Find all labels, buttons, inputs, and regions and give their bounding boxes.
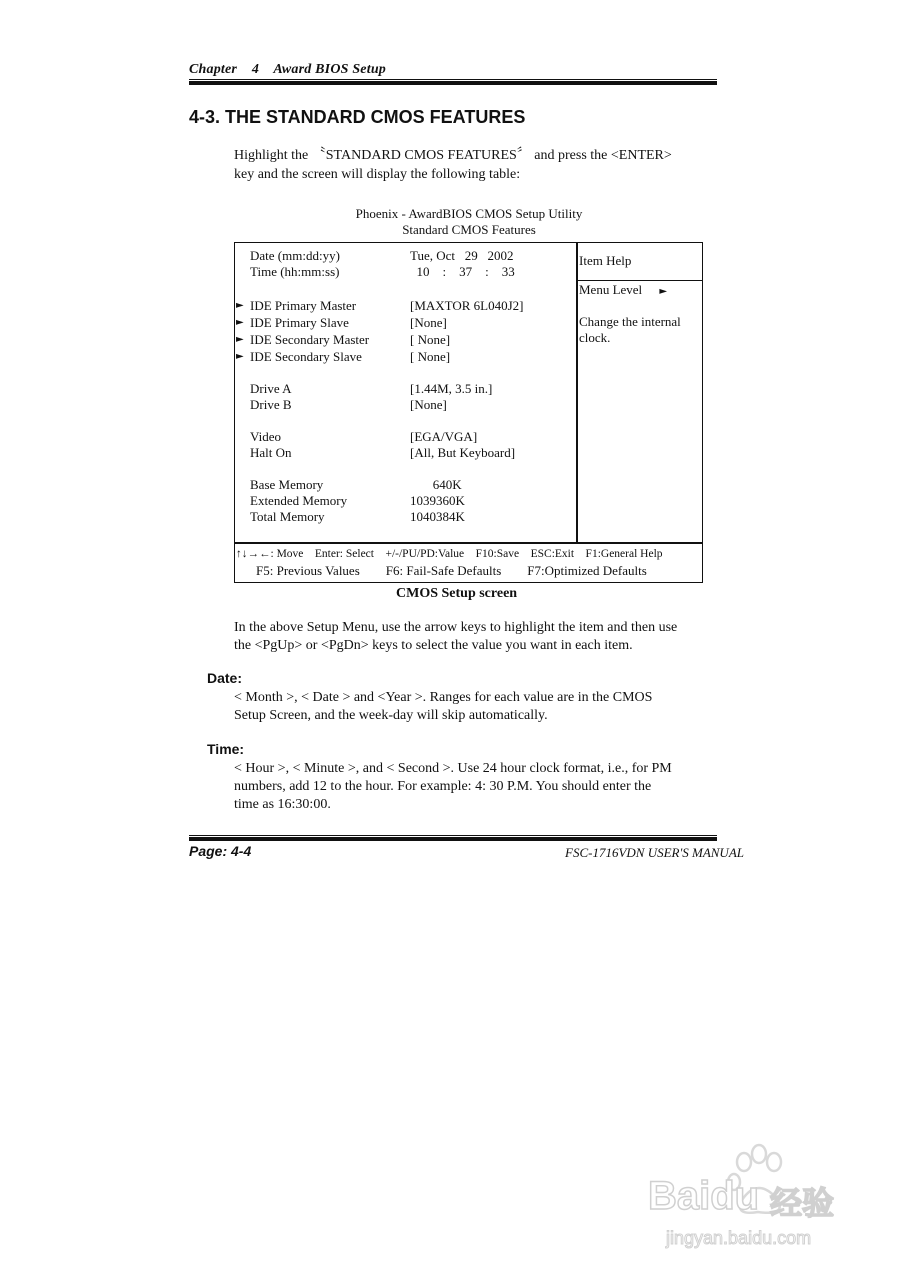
setting-label: Halt On — [250, 445, 292, 460]
time-heading: Time: — [207, 741, 245, 757]
key-hints-line-2: F5: Previous Values F6: Fail-Safe Defaults F7:Optimized Defaults — [256, 563, 647, 578]
setting-value: 1039360K — [410, 493, 465, 508]
submenu-arrow-icon: ► — [236, 351, 244, 362]
intro-line-2: key and the screen will display the following table: — [234, 167, 521, 182]
setting-value: [1.44M, 3.5 in.] — [410, 381, 493, 396]
key-hints-line-1: ↑↓→←: Move Enter: Select +/-/PU/PD:Value F10:Save ESC:Exit F1:General Help — [236, 548, 663, 560]
menu-level-arrow-icon: ► — [659, 286, 668, 297]
setting-value: 640K — [410, 477, 462, 492]
watermark-brand-cn: 经验 — [770, 1184, 835, 1222]
menu-level — [579, 282, 667, 298]
time-text-line-3: time as 16:30:00. — [234, 797, 331, 812]
setting-value: Tue, Oct 29 2002 — [410, 248, 514, 263]
watermark-brand: Baidu — [648, 1174, 760, 1218]
date-heading: Date: — [207, 670, 243, 686]
setting-value: [ None] — [410, 332, 451, 347]
menu-level-label: Menu Level — [579, 282, 643, 297]
setting-value: [MAXTOR 6L040J2] — [410, 298, 524, 313]
nav-text-line-1: In the above Setup Menu, use the arrow keys to highlight the item and then use — [234, 620, 678, 635]
help-description-line-2: clock. — [579, 330, 611, 345]
header-rule-thin — [189, 79, 717, 80]
setting-value: [None] — [410, 397, 447, 412]
setting-value: 1040384K — [410, 509, 465, 524]
submenu-arrow-icon: ► — [236, 300, 244, 311]
watermark-url: jingyan.baidu.com — [666, 1228, 812, 1248]
date-text-line-2: Setup Screen, and the week-day will skip automatically. — [234, 708, 548, 723]
bios-title: Phoenix - AwardBIOS CMOS Setup Utility — [355, 206, 583, 221]
header-rule-thick — [189, 81, 717, 85]
page-number: Page: 4-4 — [189, 843, 252, 859]
setting-value: [All, But Keyboard] — [410, 445, 516, 460]
figure-caption: CMOS Setup screen — [396, 586, 518, 601]
setting-label: IDE Primary Slave — [250, 315, 349, 330]
setting-value: [EGA/VGA] — [410, 429, 478, 444]
setting-value: [None] — [410, 315, 447, 330]
footer-rule-thick — [189, 837, 717, 841]
date-text-line-1: < Month >, < Date > and <Year >. Ranges for each value are in the CMOS — [234, 690, 653, 705]
manual-title: FSC-1716VDN USER'S MANUAL — [565, 845, 744, 860]
item-help-title: Item Help — [579, 253, 632, 268]
setting-label: Extended Memory — [250, 493, 348, 508]
section-title: 4-3. THE STANDARD CMOS FEATURES — [189, 107, 526, 127]
setting-value: 10 : 37 : 33 — [410, 264, 515, 279]
submenu-arrow-icon: ► — [236, 334, 244, 345]
time-text-line-1: < Hour >, < Minute >, and < Second >. Use 24 hour clock format, i.e., for PM — [234, 761, 672, 776]
bios-subtitle: Standard CMOS Features — [402, 222, 536, 237]
setting-label: Base Memory — [250, 477, 324, 492]
setting-value: [ None] — [410, 349, 451, 364]
setting-label: IDE Primary Master — [250, 298, 357, 313]
intro-line-1: Highlight the 〝STANDARD CMOS FEATURES〞 and press the <ENTER> — [234, 148, 672, 163]
footer-rule-thin — [189, 835, 717, 836]
help-divider — [576, 280, 703, 281]
nav-text-line-2: the <PgUp> or <PgDn> keys to select the value you want in each item. — [234, 638, 633, 653]
setting-label: IDE Secondary Master — [250, 332, 370, 347]
bios-divider-horizontal — [234, 542, 703, 544]
setting-label: Drive B — [250, 397, 292, 412]
chapter-header: Chapter 4 Award BIOS Setup — [189, 62, 386, 77]
submenu-arrow-icon: ► — [236, 317, 244, 328]
setting-label: Total Memory — [250, 509, 325, 524]
bios-divider-vertical — [576, 242, 578, 542]
setting-label: Time (hh:mm:ss) — [250, 264, 340, 279]
setting-label: Drive A — [250, 381, 292, 396]
time-text-line-2: numbers, add 12 to the hour. For example: 4: 30 P.M. You should enter the — [234, 779, 652, 794]
setting-label: Date (mm:dd:yy) — [250, 248, 340, 263]
help-description-line-1: Change the internal — [579, 314, 681, 329]
setting-label: IDE Secondary Slave — [250, 349, 362, 364]
baidu-watermark — [638, 1140, 858, 1260]
setting-label: Video — [250, 429, 281, 444]
